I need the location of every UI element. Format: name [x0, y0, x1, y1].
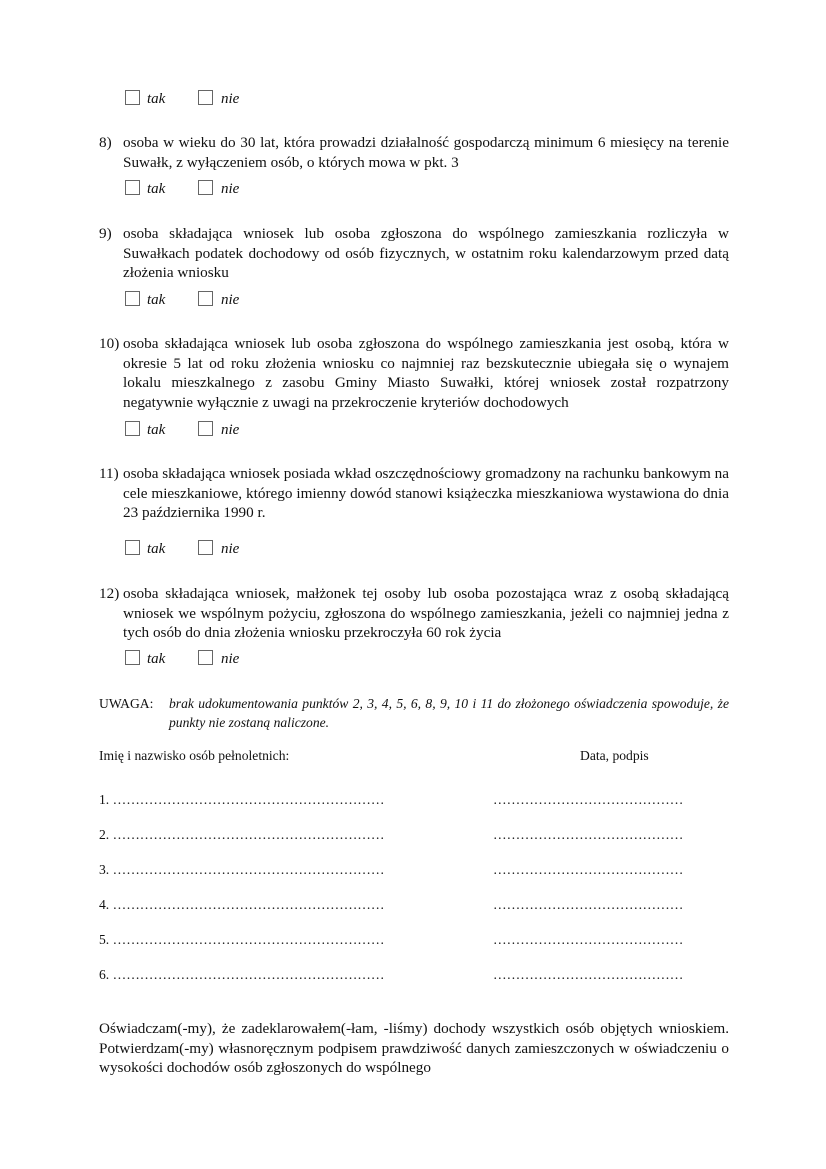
checkbox-no-label: nie — [221, 541, 240, 557]
signature-name-line[interactable]: 4. …………………………………………………… — [99, 897, 385, 912]
checkbox-yes-label: tak — [147, 91, 166, 107]
item-text: osoba składająca wniosek posiada wkład oszczędnościowy gromadzony na rachunku bankowym na cele mieszkaniowe, którego imienny dowód stanowi książeczka mieszkaniowa wystawiona do dnia 23 października 1990 r. — [123, 465, 729, 521]
checkbox-no-item-12[interactable] — [198, 650, 213, 665]
item-number: 12) — [99, 585, 120, 602]
item-text: osoba składająca wniosek lub osoba zgłoszona do wspólnego zamieszkania rozliczyła w Suwałkach podatek dochodowy od osób fizycznych, w ostatnim roku kalendarzowym przed datą złożenia wniosku — [123, 225, 729, 281]
item-number: 9) — [99, 225, 112, 242]
checkbox-yes-label: tak — [147, 541, 166, 557]
checkbox-yes-label: tak — [147, 422, 166, 438]
checkbox-no-label: nie — [221, 292, 240, 308]
signature-name-line[interactable]: 5. …………………………………………………… — [99, 932, 385, 947]
checkbox-yes-item-11[interactable] — [125, 540, 140, 555]
signature-date-line[interactable]: …………………………………… — [493, 862, 684, 877]
signature-name-line[interactable]: 1. …………………………………………………… — [99, 792, 385, 807]
item-text: osoba składająca wniosek lub osoba zgłoszona do wspólnego zamieszkania jest osobą, która w okresie 5 lat od roku złożenia wniosku co najmniej raz bezskutecznie ubiegała się o wynajem lokalu mieszkalnego z zasobu Gminy Miasto Suwałki, której wniosek został rozpatrzony negatywnie wyłącznie z uwagi na przekroczenie kryteriów dochodowych — [123, 335, 729, 411]
item-text: osoba w wieku do 30 lat, która prowadzi działalność gospodarczą minimum 6 miesięcy na terenie Suwałk, z wyłączeniem osób, o których mowa w pkt. 3 — [123, 134, 729, 171]
checkbox-no-item-11[interactable] — [198, 540, 213, 555]
date-signature-header: Data, podpis — [580, 748, 649, 763]
signature-name-line[interactable]: 3. …………………………………………………… — [99, 862, 385, 877]
note-text: brak udokumentowania punktów 2, 3, 4, 5, 6, 8, 9, 10 i 11 do złożonego oświadczenia spowoduje, że punkty nie zostaną naliczone. — [169, 696, 729, 730]
checkbox-no-label: nie — [221, 651, 240, 667]
checkbox-no-item-10[interactable] — [198, 421, 213, 436]
declaration-paragraph: Oświadczam(-my), że zadeklarowałem(-łam, -liśmy) dochody wszystkich osób objętych wnioskiem. Potwierdzam(-my) własnoręcznym podpisem prawdziwość danych zamieszczonych w oświadczeniu o wysokości dochodów osób zgłoszonych do wspólnego — [99, 1020, 729, 1076]
signature-date-line[interactable]: …………………………………… — [493, 792, 684, 807]
item-number: 8) — [99, 134, 112, 151]
checkbox-yes-item-7[interactable] — [125, 90, 140, 105]
checkbox-yes-item-8[interactable] — [125, 180, 140, 195]
item-text: osoba składająca wniosek, małżonek tej osoby lub osoba pozostająca wraz z osobą składającą wniosek we wspólnym pożyciu, zgłoszona do wspólnego zamieszkania, jeżeli co najmniej jedna z tych osób do dnia złożenia wniosku przekroczyła 60 rok życia — [123, 585, 729, 641]
checkbox-yes-label: tak — [147, 292, 166, 308]
checkbox-no-item-9[interactable] — [198, 291, 213, 306]
signature-date-line[interactable]: …………………………………… — [493, 967, 684, 982]
checkbox-yes-item-12[interactable] — [125, 650, 140, 665]
signature-date-line[interactable]: …………………………………… — [493, 897, 684, 912]
checkbox-no-item-7[interactable] — [198, 90, 213, 105]
checkbox-yes-label: tak — [147, 651, 166, 667]
signature-name-line[interactable]: 6. …………………………………………………… — [99, 967, 385, 982]
checkbox-no-label: nie — [221, 422, 240, 438]
names-header: Imię i nazwisko osób pełnoletnich: — [99, 748, 290, 763]
checkbox-no-label: nie — [221, 181, 240, 197]
checkbox-yes-item-10[interactable] — [125, 421, 140, 436]
item-number: 10) — [99, 335, 120, 352]
checkbox-yes-item-9[interactable] — [125, 291, 140, 306]
checkbox-no-item-8[interactable] — [198, 180, 213, 195]
signature-date-line[interactable]: …………………………………… — [493, 827, 684, 842]
checkbox-no-label: nie — [221, 91, 240, 107]
signature-name-line[interactable]: 2. …………………………………………………… — [99, 827, 385, 842]
checkbox-yes-label: tak — [147, 181, 166, 197]
note-label: UWAGA: — [99, 696, 154, 711]
item-number: 11) — [99, 465, 119, 482]
signature-date-line[interactable]: …………………………………… — [493, 932, 684, 947]
